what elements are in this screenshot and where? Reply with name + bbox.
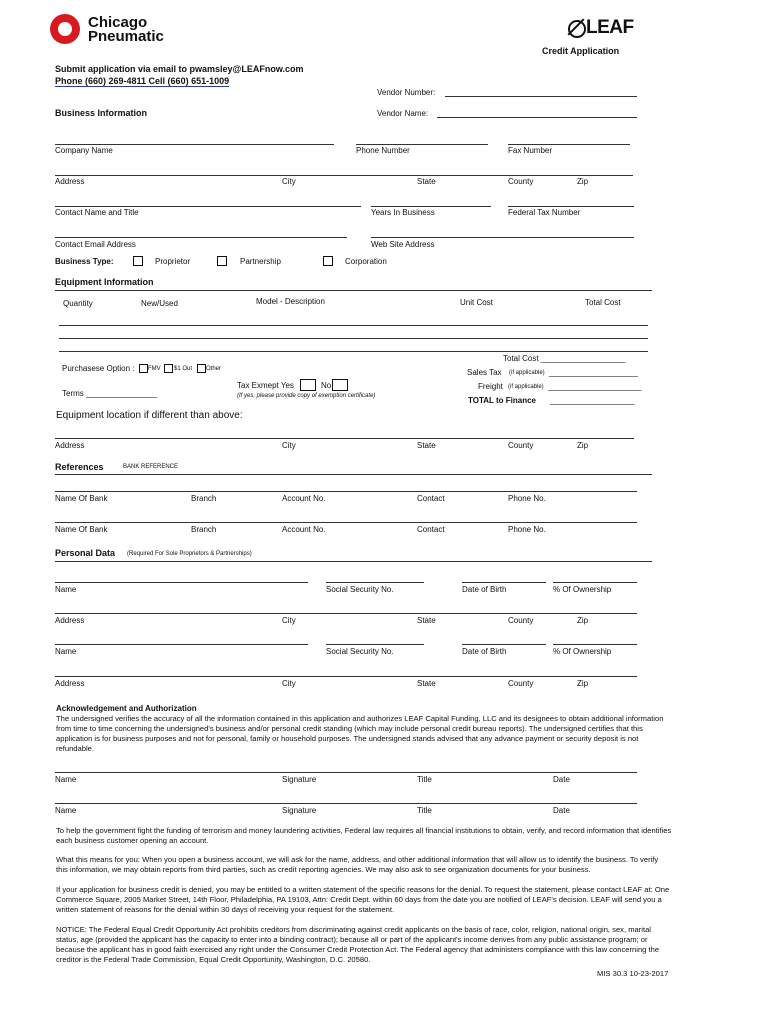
proprietor-checkbox[interactable] xyxy=(133,256,143,266)
chicago-pneumatic-logo-mark xyxy=(50,14,80,44)
owner-2-name-field[interactable] xyxy=(55,644,308,645)
owner-1-ssn-field[interactable] xyxy=(326,582,424,583)
equipment-location-heading: Equipment location if different than above: xyxy=(56,410,243,421)
corporation-label: Corporation xyxy=(345,257,387,266)
phone-number-field[interactable] xyxy=(356,144,488,145)
personal-divider xyxy=(55,561,652,562)
bank-2-name-label: Name Of Bank xyxy=(55,525,108,534)
contact-name-label: Contact Name and Title xyxy=(55,208,139,217)
phone-line: Phone (660) 269-4811 Cell (660) 651-1009 xyxy=(55,76,230,86)
freight-label: Freight xyxy=(478,382,503,391)
fax-number-label: Fax Number xyxy=(508,146,553,155)
patriot-act-notice: To help the government fight the funding of terrorism and money laundering activities, Federal law requires all financial institutions to obtain, verify, and record information that identifies each business customer opening an account. xyxy=(56,826,672,845)
owner-1-name-label: Name xyxy=(55,585,77,594)
owner-1-ownership-field[interactable] xyxy=(553,582,637,583)
purchase-option-label: Purchasese Option : xyxy=(62,364,135,373)
business-address-label: Address xyxy=(55,177,85,186)
owner-1-ssn-label: Social Security No. xyxy=(326,585,394,594)
owner-2-city-label: City xyxy=(282,679,296,688)
ack-heading: Acknowledgement and Authorization xyxy=(56,704,197,713)
bank-2-branch-label: Branch xyxy=(191,525,217,534)
bank-1-branch-label: Branch xyxy=(191,494,217,503)
contact-email-label: Contact Email Address xyxy=(55,240,136,249)
owner-1-dob-field[interactable] xyxy=(462,582,546,583)
sales-tax-applicable: (if applicable) xyxy=(509,370,545,376)
owner-2-address-label: Address xyxy=(55,679,85,688)
signer-1-name-label: Name xyxy=(55,775,77,784)
terms-field[interactable]: Terms ________________ xyxy=(62,389,158,398)
references-heading: References xyxy=(55,462,104,472)
corporation-checkbox[interactable] xyxy=(323,256,333,266)
what-this-means-notice: What this means for you: When you open a business account, we will ask for the name, address, and other additional information that will allow us to identify the business. To verify this information, we may obtain reports from third parties, such as credit reporting agencies. We may also ask to see organization documents for your business. xyxy=(56,855,659,874)
signer-2-field[interactable] xyxy=(55,803,637,804)
bank-2-account-label: Account No. xyxy=(282,525,326,534)
equipment-location-field[interactable] xyxy=(55,438,634,439)
equipment-row-3[interactable] xyxy=(59,351,648,352)
total-cost-line[interactable]: Total Cost ___________________ xyxy=(503,354,626,363)
quantity-header: Quantity xyxy=(63,299,93,308)
equipment-row-1[interactable] xyxy=(59,325,648,326)
one-dollar-out-checkbox[interactable] xyxy=(164,364,173,373)
location-zip-label: Zip xyxy=(577,441,589,450)
one-dollar-out-label: $1 Out xyxy=(174,366,193,372)
owner-2-dob-label: Date of Birth xyxy=(462,647,507,656)
owner-1-ownership-label: % Of Ownership xyxy=(553,585,612,594)
business-city-label: City xyxy=(282,177,296,186)
personal-data-note: (Required For Sole Proprietors & Partnerships) xyxy=(127,551,252,557)
equipment-divider xyxy=(55,290,652,291)
years-in-business-label: Years In Business xyxy=(371,208,435,217)
business-info-heading: Business Information xyxy=(55,108,148,118)
owner-2-ownership-label: % Of Ownership xyxy=(553,647,612,656)
tax-exempt-label: Tax Exmept Yes xyxy=(237,381,294,390)
years-in-business-field[interactable] xyxy=(371,206,491,207)
leaf-logo: LEAF xyxy=(586,17,634,38)
partnership-checkbox[interactable] xyxy=(217,256,227,266)
owner-2-zip-label: Zip xyxy=(577,679,589,688)
signer-1-field[interactable] xyxy=(55,772,637,773)
cp-logo-line1: Chicago xyxy=(88,14,148,31)
owner-1-city-label: City xyxy=(282,616,296,625)
vendor-name-label: Vendor Name: xyxy=(377,109,429,118)
tax-exempt-yes-box[interactable] xyxy=(300,379,316,391)
proprietor-label: Proprietor xyxy=(155,257,191,266)
cp-logo-line2: Pneumatic xyxy=(88,28,164,45)
contact-name-field[interactable] xyxy=(55,206,361,207)
business-county-label: County xyxy=(508,177,534,186)
total-cost-header: Total Cost xyxy=(585,298,621,307)
location-state-label: State xyxy=(417,441,436,450)
sales-tax-label: Sales Tax xyxy=(467,368,502,377)
partnership-label: Partnership xyxy=(240,257,281,266)
contact-email-field[interactable] xyxy=(55,237,347,238)
owner-2-address-field[interactable] xyxy=(55,676,637,677)
company-name-field[interactable] xyxy=(55,144,334,145)
sales-tax-field[interactable]: ____________________ xyxy=(549,368,638,377)
owner-2-ssn-label: Social Security No. xyxy=(326,647,394,656)
owner-1-state-label: State xyxy=(417,616,436,625)
bank-reference-1-field[interactable] xyxy=(55,491,637,492)
bank-1-contact-label: Contact xyxy=(417,494,445,503)
location-address-label: Address xyxy=(55,441,85,450)
unit-cost-header: Unit Cost xyxy=(460,298,493,307)
business-address-field[interactable] xyxy=(55,175,633,176)
references-divider xyxy=(55,474,652,475)
ack-text: The undersigned verifies the accuracy of all the information contained in this application and authorizes LEAF Capital Funding, LLC and its designees to obtain additional information from time to time concerning the undersigned's business and/or personal credit standing (which may include personal credit bureau reports). The undersigned certifies that this application is for business purposes and not for personal, family or household purposes. The undersigned stands advised that any advance payment or security deposit is not refundable. xyxy=(56,714,664,753)
owner-1-county-label: County xyxy=(508,616,534,625)
submit-email-line: Submit application via email to pwamsley@LEAFnow.com xyxy=(55,64,304,74)
signer-1-signature-label: Signature xyxy=(282,775,317,784)
form-code: MIS 30.3 10-23-2017 xyxy=(597,969,669,978)
exempt-note: (If yes, please provide copy of exemption certificate) xyxy=(237,393,376,399)
bank-1-phone-label: Phone No. xyxy=(508,494,546,503)
vendor-name-field[interactable] xyxy=(437,117,637,118)
business-state-label: State xyxy=(417,177,436,186)
web-site-field[interactable] xyxy=(371,237,634,238)
bank-1-account-label: Account No. xyxy=(282,494,326,503)
location-city-label: City xyxy=(282,441,296,450)
ecoa-notice: NOTICE: The Federal Equal Credit Opportunity Act prohibits creditors from discriminating against credit applicants on the basis of race, color, religion, national origin, sex, marital status, age (provided the applicant has the capacity to enter into a binding contract); because all or part of the applicant's income derives from any public assistance program; or because the applicant has in good faith exercised any right under the Consumer Credit Protection Act. The Federal agency that administers compliance with this law concerning the creditor is the Federal Trade Commission, Equal Credit Opportunity, Washington, D.C. 20580. xyxy=(56,925,660,964)
signer-2-signature-label: Signature xyxy=(282,806,317,815)
other-label: Other xyxy=(206,366,222,372)
tax-exempt-no-label: No xyxy=(321,381,332,390)
business-zip-label: Zip xyxy=(577,177,589,186)
signer-2-name-label: Name xyxy=(55,806,77,815)
federal-tax-label: Federal Tax Number xyxy=(508,208,581,217)
business-type-label: Business Type: xyxy=(55,257,114,266)
owner-2-dob-field[interactable] xyxy=(462,644,546,645)
signer-2-date-label: Date xyxy=(553,806,570,815)
owner-2-ssn-field[interactable] xyxy=(326,644,424,645)
vendor-number-label: Vendor Number: xyxy=(377,88,436,97)
freight-field[interactable]: _____________________ xyxy=(548,382,642,391)
denial-statement-notice: If your application for business credit is denied, you may be entitled to a written statement of the specific reasons for the denial. To request the statement, please contact LEAF at: One Commerce Square, 2005 Market Street, 14th Floor, Philadelphia, PA 19103, Attn: Credit Dept. within 60 days from the date you are notified of LEAF's decision. LEAF will send you a written statement of reasons for the denial within 30 days of receiving your request for the statement. xyxy=(56,885,670,914)
vendor-number-field[interactable] xyxy=(445,96,637,97)
equipment-info-heading: Equipment Information xyxy=(55,277,154,287)
owner-1-zip-label: Zip xyxy=(577,616,589,625)
owner-1-address-label: Address xyxy=(55,616,85,625)
other-checkbox[interactable] xyxy=(197,364,206,373)
bank-1-name-label: Name Of Bank xyxy=(55,494,108,503)
owner-1-dob-label: Date of Birth xyxy=(462,585,507,594)
owner-2-county-label: County xyxy=(508,679,534,688)
phone-number-label: Phone Number xyxy=(356,146,410,155)
freight-applicable: (if applicable) xyxy=(508,384,544,390)
bank-2-phone-label: Phone No. xyxy=(508,525,546,534)
tax-exempt-no-box[interactable] xyxy=(332,379,348,391)
equipment-row-2[interactable] xyxy=(59,338,648,339)
signer-1-title-label: Title xyxy=(417,775,432,784)
fmv-checkbox[interactable] xyxy=(139,364,148,373)
total-to-finance-field[interactable]: ___________________ xyxy=(550,396,635,405)
model-description-header: Model - Description xyxy=(256,297,325,306)
signer-2-title-label: Title xyxy=(417,806,432,815)
owner-2-state-label: State xyxy=(417,679,436,688)
bank-reference-label: BANK REFERENCE xyxy=(123,464,179,470)
federal-tax-field[interactable] xyxy=(508,206,634,207)
new-used-header: New/Used xyxy=(141,299,178,308)
bank-reference-2-field[interactable] xyxy=(55,522,637,523)
personal-data-heading: Personal Data xyxy=(55,548,116,558)
web-site-label: Web Site Address xyxy=(371,240,435,249)
owner-2-name-label: Name xyxy=(55,647,77,656)
owner-1-name-field[interactable] xyxy=(55,582,308,583)
fmv-label: FMV xyxy=(148,366,161,372)
location-county-label: County xyxy=(508,441,534,450)
company-name-label: Company Name xyxy=(55,146,113,155)
owner-2-ownership-field[interactable] xyxy=(553,644,637,645)
form-title: Credit Application xyxy=(542,46,620,56)
owner-1-address-field[interactable] xyxy=(55,613,637,614)
signer-1-date-label: Date xyxy=(553,775,570,784)
fax-number-field[interactable] xyxy=(508,144,630,145)
total-to-finance-label: TOTAL to Finance xyxy=(468,396,537,405)
bank-2-contact-label: Contact xyxy=(417,525,445,534)
